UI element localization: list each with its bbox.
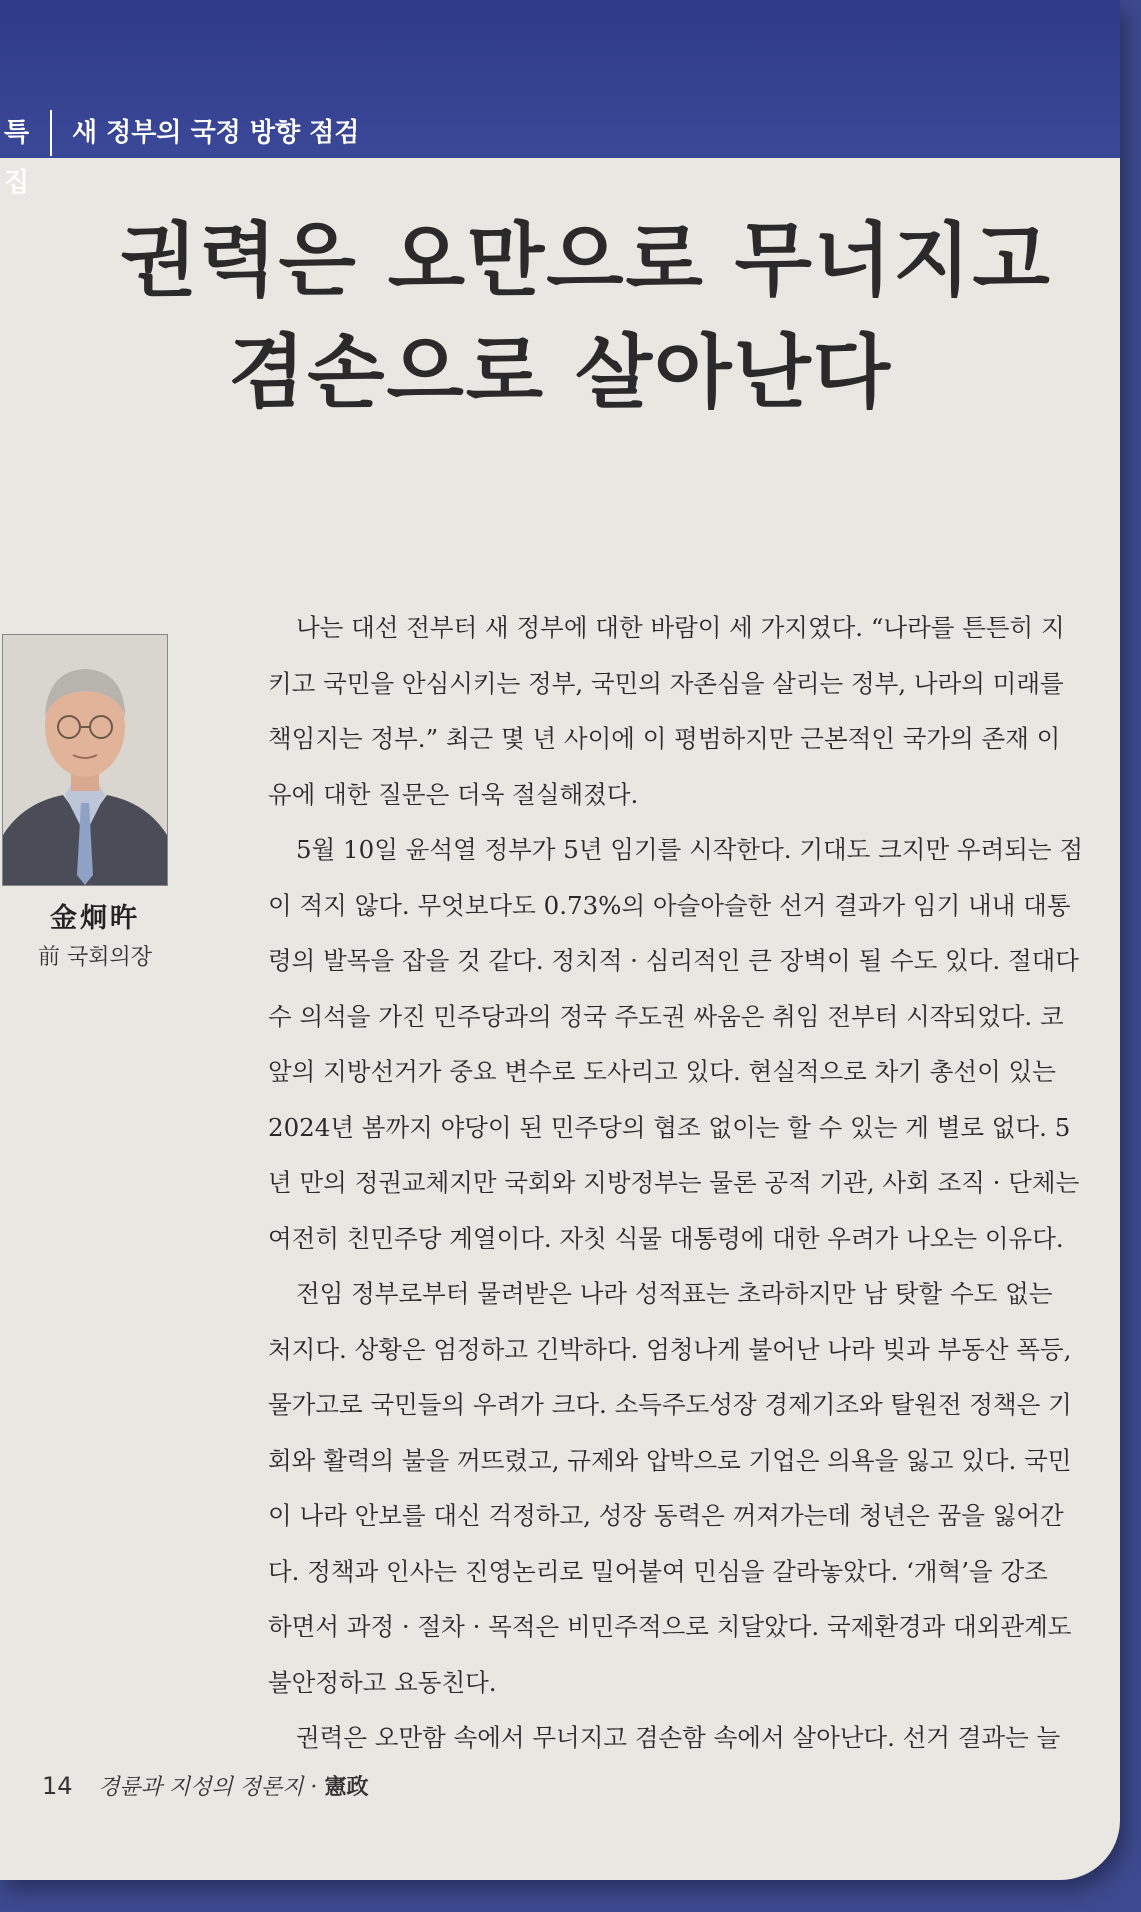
section-banner — [0, 0, 1120, 198]
body-line: 처지다. 상황은 엄정하고 긴박하다. 엄청나게 불어난 나라 빚과 부동산 폭등, — [268, 1334, 1072, 1364]
author-portrait-image — [3, 635, 167, 885]
body-line: 령의 발목을 잡을 것 같다. 정치적 · 심리적인 큰 장벽이 될 수도 있다. 절대다 — [268, 946, 1079, 975]
body-line: 2024년 봄까지 야당이 된 민주당의 협조 없이는 할 수 있는 게 별로 없다. 5 — [268, 1112, 1071, 1142]
section-label: 특집 — [4, 118, 30, 198]
body-line: 권력은 오만함 속에서 무너지고 겸손함 속에서 살아난다. 선거 결과는 늘 — [296, 1723, 1061, 1752]
body-line: 유에 대한 질문은 더욱 절실해졌다. — [268, 779, 639, 809]
series-title: 새 정부의 국정 방향 점검 — [72, 118, 360, 148]
article-title — [120, 205, 1052, 429]
author-name: 金炯旿 — [50, 903, 140, 934]
page-footer — [42, 1770, 368, 1801]
body-line: 전임 정부로부터 물려받은 나라 성적표는 초라하지만 남 탓할 수도 없는 — [296, 1279, 1053, 1308]
body-line: 년 만의 정권교체지만 국회와 지방정부는 물론 공적 기관, 사회 조직 · 단체는 — [268, 1168, 1080, 1197]
body-line: 회와 활력의 불을 꺼뜨렸고, 규제와 압박으로 기업은 의욕을 잃고 있다. 국민 — [268, 1445, 1072, 1475]
body-line: 이 나라 안보를 대신 걱정하고, 성장 동력은 꺼져가는데 청년은 꿈을 잃어간 — [268, 1501, 1064, 1530]
body-line: 불안정하고 요동친다. — [268, 1667, 497, 1697]
body-line: 나는 대선 전부터 새 정부에 대한 바람이 세 가지였다. “나라를 튼튼히 지 — [296, 613, 1065, 642]
author-role: 前 국회의장 — [37, 945, 152, 970]
page-number: 14 — [42, 1772, 73, 1800]
body-line: 5월 10일 윤석열 정부가 5년 임기를 시작한다. 기대도 크지만 우려되는 점 — [296, 835, 1084, 864]
body-line: 책임지는 정부.” 최근 몇 년 사이에 이 평범하지만 근본적인 국가의 존재 이 — [268, 724, 1061, 753]
article-body — [268, 600, 1110, 1766]
banner-divider — [50, 110, 52, 156]
magazine-name: 憲政 — [324, 1774, 369, 1800]
magazine-tagline: 경륜과 지성의 정론지 · — [98, 1775, 325, 1800]
body-line: 수 의석을 가진 민주당과의 정국 주도권 싸움은 취임 전부터 시작되었다. 코 — [268, 1001, 1064, 1031]
body-line: 여전히 친민주당 계열이다. 자칫 식물 대통령에 대한 우려가 나오는 이유다. — [268, 1223, 1064, 1253]
body-line: 다. 정책과 인사는 진영논리로 밀어붙여 민심을 갈라놓았다. ‘개혁’을 강조 — [268, 1556, 1048, 1586]
body-line: 앞의 지방선거가 중요 변수로 도사리고 있다. 현실적으로 차기 총선이 있는 — [268, 1057, 1056, 1086]
title-line-1: 권력은 오만으로 무너지고 — [120, 214, 1052, 307]
author-photo — [2, 634, 168, 886]
body-line: 키고 국민을 안심시키는 정부, 국민의 자존심을 살리는 정부, 나라의 미래를 — [268, 668, 1064, 698]
body-line: 물가고로 국민들의 우려가 크다. 소득주도성장 경제기조와 탈원전 정책은 기 — [268, 1390, 1072, 1419]
title-line-2: 겸손으로 살아난다 — [227, 326, 893, 419]
body-line: 이 적지 않다. 무엇보다도 0.73%의 아슬아슬한 선거 결과가 임기 내내 대통 — [268, 890, 1071, 920]
body-line: 하면서 과정 · 절차 · 목적은 비민주적으로 치달았다. 국제환경과 대외관계도 — [268, 1612, 1072, 1641]
